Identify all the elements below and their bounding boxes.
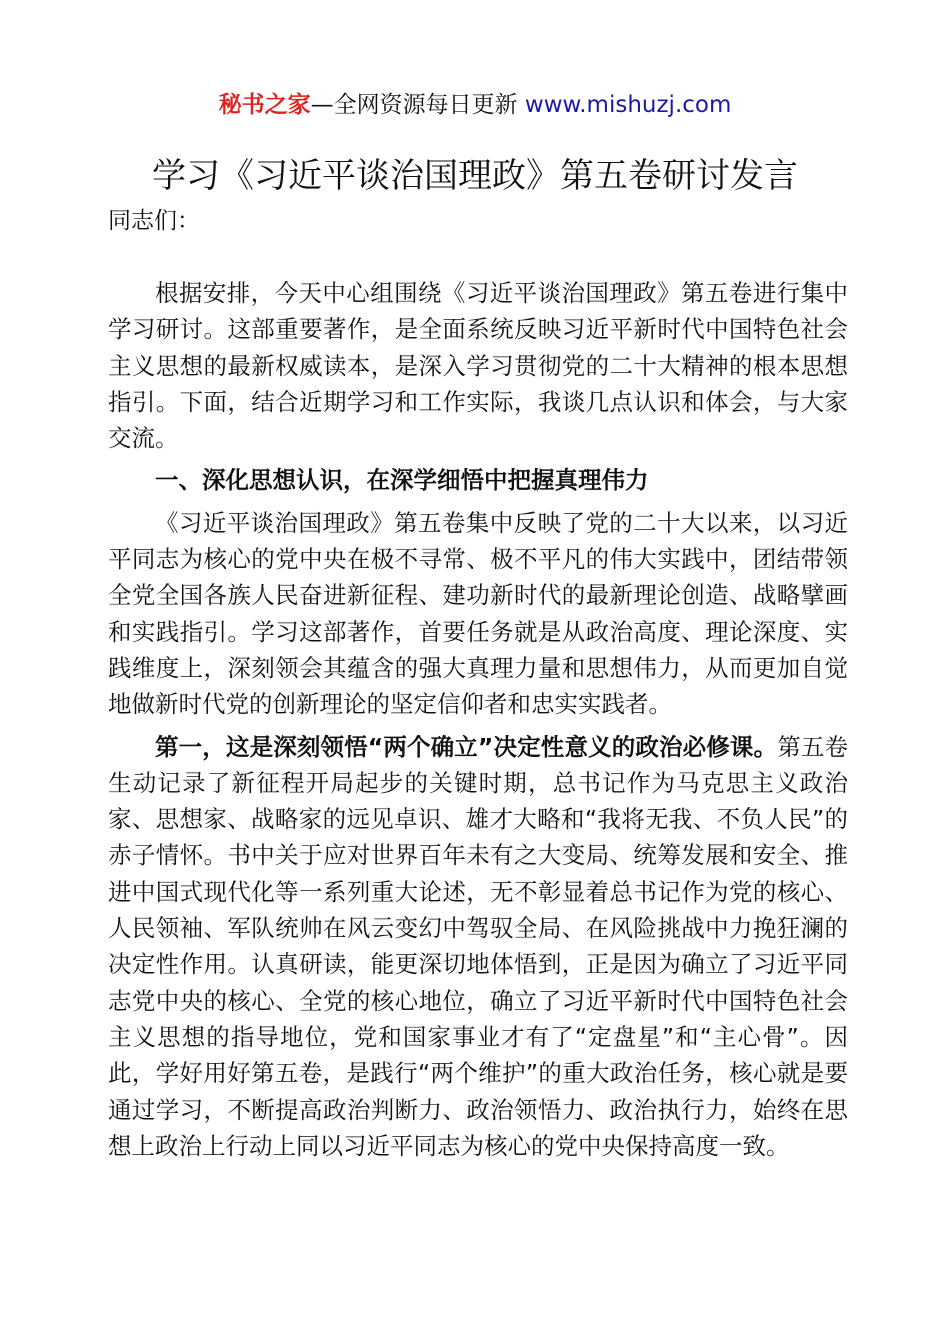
document-body <box>108 275 848 1164</box>
site-url-link[interactable]: www.mishuzj.com <box>524 92 732 118</box>
document-title: 学习《习近平谈治国理政》第五卷研讨发言 <box>152 156 798 196</box>
section-1-heading: 一、深化思想认识，在深学细悟中把握真理伟力 <box>155 466 649 495</box>
site-brand: 秘书之家 <box>218 92 311 118</box>
point-1-paragraph <box>108 729 848 1165</box>
intro-paragraph: 根据安排，今天中心组围绕《习近平谈治国理政》第五卷进行集中学习研讨。这部重要著作，是全面系统反映习近平新时代中国特色社会主义思想的最新权威读本，是深入学习贯彻党的二十大精神的根本思想指引。下面，结合近期学习和工作实际，我谈几点认识和体会，与大家交流。 <box>108 279 848 453</box>
point-1-heading: 第一，这是深刻领悟“两个确立”决定性意义的政治必修课。 <box>155 732 778 761</box>
salutation: 同志们： <box>108 208 200 234</box>
section-1-paragraph: 《习近平谈治国理政》第五卷集中反映了党的二十大以来，以习近平同志为核心的党中央在极不寻常、极不平凡的伟大实践中，团结带领全党全国各族人民奋进新征程、建功新时代的最新理论创造、战略擘画和实践指引。学习这部著作，首要任务就是从政治高度、理论深度、实践维度上，深刻领会其蕴含的强大真理力量和思想伟力，从而更加自觉地做新时代党的创新理论的坚定信仰者和忠实实践者。 <box>108 508 848 719</box>
site-tagline: —全网资源每日更新 <box>310 92 525 118</box>
point-1-text: 第五卷生动记录了新征程开局起步的关键时期，总书记作为马克思主义政治家、思想家、战略家的远见卓识、雄才大略和“我将无我、不负人民”的赤子情怀。书中关于应对世界百年未有之大变局、统筹发展和安全、推进中国式现代化等一系列重大论述，无不彰显着总书记作为党的核心、人民领袖、军队统帅在风云变幻中驾驭全局、在风险挑战中力挽狂澜的决定性作用。认真研读，能更深切地体悟到，正是因为确立了习近平同志党中央的核心、全党的核心地位，确立了习近平新时代中国特色社会主义思想的指导地位，党和国家事业才有了“定盘星”和“主心骨”。因此，学好用好第五卷，是践行“两个维护”的重大政治任务，核心就是要通过学习，不断提高政治判断力、政治领悟力、政治执行力，始终在思想上政治上行动上同以习近平同志为核心的党中央保持高度一致。 <box>108 732 849 1160</box>
site-header <box>0 88 950 122</box>
